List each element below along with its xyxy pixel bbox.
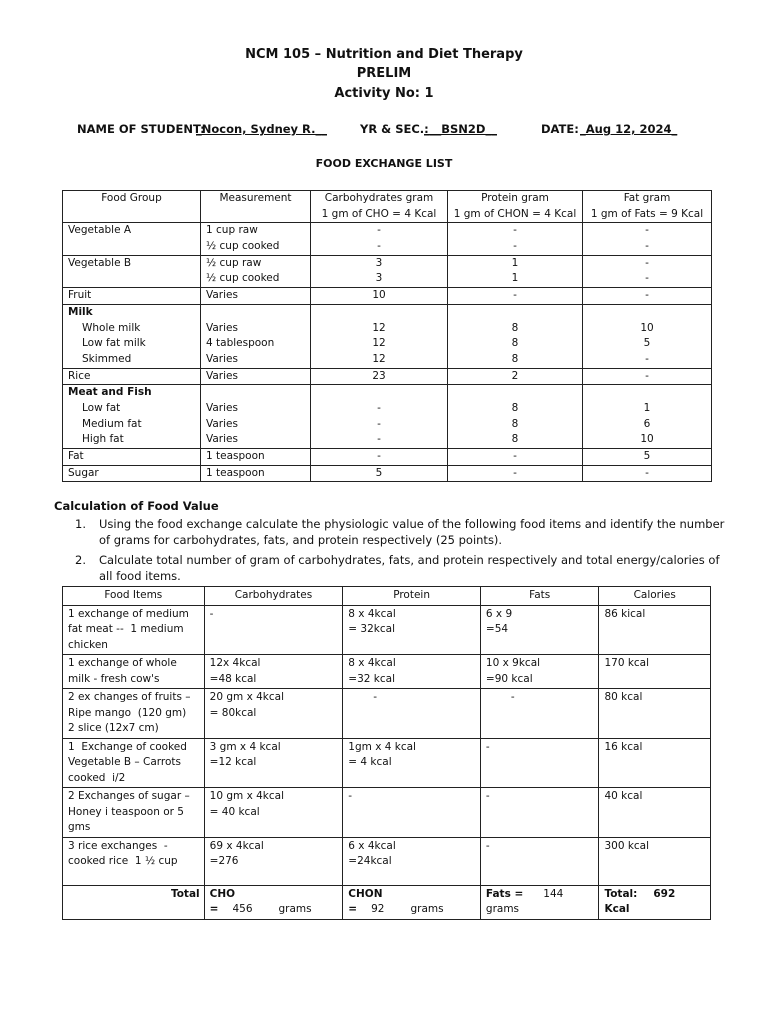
fel-cell-fat xyxy=(583,449,712,466)
total-calories xyxy=(599,885,711,919)
cal-value: 692 xyxy=(653,887,676,900)
calc-cell-fats: - xyxy=(480,738,599,788)
fel-cell-measure xyxy=(201,255,311,287)
fel-cell-measure xyxy=(201,288,311,305)
cell-line: ½ cup raw xyxy=(206,256,262,269)
calc-cell-cal: 170 kcal xyxy=(599,655,711,689)
header-protein: Protein xyxy=(343,587,481,606)
cell-line: - xyxy=(377,450,381,462)
header-calories: Calories xyxy=(599,587,711,606)
fel-cell-group xyxy=(63,465,201,482)
fel-cell-cho xyxy=(311,255,448,287)
cell-line: Varies xyxy=(206,352,238,365)
fel-header-cell xyxy=(311,191,448,223)
cell-line: 6 xyxy=(643,417,651,430)
fel-cell-cho xyxy=(311,223,448,255)
instruction-number: 2. xyxy=(75,553,86,567)
cell-line: 5 xyxy=(375,466,383,479)
fel-cell-fat xyxy=(583,223,712,255)
cell-line xyxy=(201,385,310,401)
date-value: _Aug 12, 2024_ xyxy=(580,122,678,136)
header-fats: Fats xyxy=(480,587,599,606)
fel-cell-chon xyxy=(448,288,583,305)
cell-line: 1 teaspoon xyxy=(206,466,265,479)
header-line-2: 1 gm of CHON = 4 Kcal xyxy=(453,207,577,220)
calc-cell-protein: - xyxy=(343,788,481,838)
fel-cell-chon xyxy=(448,255,583,287)
calc-cell-item: 1 exchange of medium fat meat -- 1 medium chicken xyxy=(63,605,205,655)
cell-line: 10 xyxy=(640,321,654,334)
cell-line: 5 xyxy=(643,450,651,462)
cell-line xyxy=(201,305,310,321)
student-info-row xyxy=(0,122,768,140)
calc-cell-fats: - xyxy=(480,837,599,885)
header-food-items: Food Items xyxy=(63,587,205,606)
calc-cell-carb: 69 x 4kcal =276 xyxy=(204,837,343,885)
header-carbohydrates: Carbohydrates xyxy=(204,587,343,606)
calc-cell-carb: 3 gm x 4 kcal =12 kcal xyxy=(204,738,343,788)
fel-cell-group xyxy=(63,288,201,305)
calc-cell-protein: 6 x 4kcal =24kcal xyxy=(343,837,481,885)
fel-cell-group xyxy=(63,368,201,385)
fel-cell-measure xyxy=(201,449,311,466)
instruction-text: Using the food exchange calculate the physiologic value of the following food items and identify the number of grams for carbohydrates, fats, and protein respectively (25 points). xyxy=(99,517,725,547)
calc-cell-carb: 12x 4kcal =48 kcal xyxy=(204,655,343,689)
fel-row xyxy=(63,465,712,482)
cell-line: Sugar xyxy=(68,466,99,479)
fel-row xyxy=(63,255,712,287)
cell-line: 8 xyxy=(511,433,519,446)
cell-line: 1 xyxy=(643,401,651,414)
cell-line: Low fat xyxy=(82,401,121,414)
fel-cell-cho xyxy=(311,304,448,368)
cell-line xyxy=(583,305,711,321)
cell-line: - xyxy=(645,352,649,365)
fel-cell-measure xyxy=(201,304,311,368)
cell-line: Fat xyxy=(68,450,84,462)
cell-line: Medium fat xyxy=(82,417,142,430)
fel-row xyxy=(63,304,712,368)
cell-line xyxy=(63,239,200,255)
calc-cell-fats: - xyxy=(480,788,599,838)
cell-line: - xyxy=(645,369,649,382)
chon-unit: grams xyxy=(410,903,444,915)
cell-line: Varies xyxy=(206,369,238,382)
cell-line: 8 xyxy=(511,337,519,350)
fel-header-cell xyxy=(63,191,201,223)
calc-cell-fats: - xyxy=(480,689,599,739)
cell-line: 23 xyxy=(372,369,386,382)
cell-line xyxy=(583,385,711,401)
calc-cell-item: 2 Exchanges of sugar – Honey i teaspoon or 5 gms xyxy=(63,788,205,838)
cho-label: CHO = xyxy=(209,887,236,915)
fel-cell-measure xyxy=(201,368,311,385)
course-title: NCM 105 – Nutrition and Diet Therapy xyxy=(245,47,523,62)
total-cho xyxy=(204,885,343,919)
cell-line: 1 xyxy=(511,272,519,285)
cell-line xyxy=(63,271,200,287)
cell-line: Rice xyxy=(68,369,91,382)
header-line-2: 1 gm of Fats = 9 Kcal xyxy=(590,207,704,220)
cell-line: - xyxy=(513,450,517,462)
cell-line: 10 xyxy=(640,433,654,446)
fel-cell-group xyxy=(63,449,201,466)
chon-label: CHON = xyxy=(348,887,383,915)
header-line-2 xyxy=(201,207,310,223)
cell-line: - xyxy=(513,240,517,253)
calc-cell-item: 3 rice exchanges - cooked rice 1 ½ cup xyxy=(63,837,205,885)
cell-line: 12 xyxy=(372,337,386,350)
cell-line: 5 xyxy=(643,337,651,350)
cell-line: - xyxy=(645,224,649,237)
cell-line: ½ cup cooked xyxy=(206,240,280,253)
fel-header-cell xyxy=(448,191,583,223)
fel-cell-measure xyxy=(201,223,311,255)
cell-line: 8 xyxy=(511,352,519,365)
chon-value: 92 xyxy=(371,903,385,915)
cell-line: Vegetable B xyxy=(68,256,132,269)
calc-row xyxy=(63,689,711,739)
instruction-text: Calculate total number of gram of carbohydrates, fats, and protein respectively and total energy/calories of all food items. xyxy=(99,553,720,583)
cell-line: - xyxy=(513,224,517,237)
calc-header-row xyxy=(63,587,711,606)
total-chon xyxy=(343,885,481,919)
cell-line: - xyxy=(377,224,381,237)
cell-line: Fruit xyxy=(68,289,92,302)
header-line-1: Measurement xyxy=(219,192,292,204)
cell-line: - xyxy=(377,433,381,446)
fats-label: Fats = xyxy=(485,887,524,900)
cell-line: 1 cup raw xyxy=(206,224,258,237)
cell-line: 12 xyxy=(372,352,386,365)
fel-header-cell xyxy=(583,191,712,223)
fel-row xyxy=(63,449,712,466)
calc-row xyxy=(63,837,711,885)
cho-unit: grams xyxy=(278,903,312,915)
yr-sec-label: YR & SEC.: xyxy=(360,122,429,136)
cal-unit: Kcal xyxy=(604,903,630,915)
cell-line: - xyxy=(377,417,381,430)
cell-line: - xyxy=(645,272,649,285)
fel-cell-chon xyxy=(448,385,583,449)
cell-line: Varies xyxy=(206,433,238,446)
calc-cell-protein: 1gm x 4 kcal = 4 kcal xyxy=(343,738,481,788)
fel-cell-group xyxy=(63,304,201,368)
fel-cell-chon xyxy=(448,304,583,368)
calc-row xyxy=(63,655,711,689)
fel-header-row xyxy=(63,191,712,223)
calculation-table xyxy=(62,586,711,920)
cell-line: 10 xyxy=(372,289,386,302)
calc-cell-protein: - xyxy=(343,689,481,739)
food-exchange-table xyxy=(62,190,712,482)
calc-cell-cal: 300 kcal xyxy=(599,837,711,885)
calc-cell-carb: - xyxy=(204,605,343,655)
calc-row xyxy=(63,738,711,788)
cell-line: Skimmed xyxy=(82,352,132,365)
cell-line: 8 xyxy=(511,401,519,414)
fel-cell-group xyxy=(63,385,201,449)
fel-cell-cho xyxy=(311,288,448,305)
total-fats xyxy=(480,885,599,919)
cell-line: 4 tablespoon xyxy=(206,337,275,350)
instruction-1 xyxy=(75,516,725,548)
calc-cell-item: 1 Exchange of cooked Vegetable B – Carrots cooked i/2 xyxy=(63,738,205,788)
calc-cell-cal: 86 kical xyxy=(599,605,711,655)
cell-line: Varies xyxy=(206,417,238,430)
cell-line: 1 teaspoon xyxy=(206,450,265,462)
fel-cell-cho xyxy=(311,465,448,482)
cell-line: - xyxy=(513,466,517,479)
cell-line: 2 xyxy=(511,369,519,382)
cell-line xyxy=(311,305,447,321)
fel-cell-fat xyxy=(583,304,712,368)
fel-cell-fat xyxy=(583,368,712,385)
fats-unit: grams xyxy=(485,903,520,915)
cell-line: 3 xyxy=(375,272,383,285)
fel-cell-cho xyxy=(311,368,448,385)
cell-line: - xyxy=(645,466,649,479)
fel-row xyxy=(63,368,712,385)
activity-title: Activity No: 1 xyxy=(334,86,434,101)
cell-line: High fat xyxy=(82,433,124,446)
header-line-1: Fat gram xyxy=(623,192,671,204)
cell-line: - xyxy=(377,240,381,253)
cell-line: Low fat milk xyxy=(82,337,146,350)
header-line-2: 1 gm of CHO = 4 Kcal xyxy=(321,207,437,220)
fel-row xyxy=(63,288,712,305)
calc-cell-item: 2 ex changes of fruits – Ripe mango (120 gm) 2 slice (12x7 cm) xyxy=(63,689,205,739)
fel-cell-measure xyxy=(201,385,311,449)
calc-cell-fats: 10 x 9kcal =90 kcal xyxy=(480,655,599,689)
calc-cell-item: 1 exchange of whole milk - fresh cow's xyxy=(63,655,205,689)
header-line-1: Protein gram xyxy=(481,192,549,204)
calc-cell-protein: 8 x 4kcal =32 kcal xyxy=(343,655,481,689)
calc-cell-carb: 20 gm x 4kcal = 80kcal xyxy=(204,689,343,739)
header-line-2 xyxy=(63,207,200,223)
fel-cell-cho xyxy=(311,449,448,466)
cell-line: Whole milk xyxy=(82,321,141,334)
fel-cell-measure xyxy=(201,465,311,482)
date-label: DATE: xyxy=(541,122,579,136)
cell-line: - xyxy=(377,401,381,414)
cell-line: Varies xyxy=(206,289,238,302)
cell-line xyxy=(311,385,447,401)
fel-cell-cho xyxy=(311,385,448,449)
fel-cell-fat xyxy=(583,288,712,305)
fel-row xyxy=(63,223,712,255)
calc-cell-cal: 16 kcal xyxy=(599,738,711,788)
fel-cell-chon xyxy=(448,223,583,255)
cell-line: - xyxy=(645,240,649,253)
calc-row xyxy=(63,605,711,655)
cell-line: - xyxy=(645,289,649,302)
cell-line xyxy=(448,305,582,321)
cell-line: - xyxy=(513,289,517,302)
instruction-2 xyxy=(75,552,725,584)
fel-cell-fat xyxy=(583,385,712,449)
fel-cell-chon xyxy=(448,465,583,482)
fel-cell-group xyxy=(63,255,201,287)
cell-line: 1 xyxy=(511,256,519,269)
cell-line xyxy=(448,385,582,401)
calc-cell-fats: 6 x 9 =54 xyxy=(480,605,599,655)
cell-line: 12 xyxy=(372,321,386,334)
cell-line: 3 xyxy=(375,256,383,269)
calc-cell-cal: 80 kcal xyxy=(599,689,711,739)
total-label: Total xyxy=(63,885,205,919)
food-exchange-list-title: FOOD EXCHANGE LIST xyxy=(315,157,453,170)
cell-line: - xyxy=(645,256,649,269)
cell-line: Varies xyxy=(206,401,238,414)
fel-row xyxy=(63,385,712,449)
cell-line: Vegetable A xyxy=(68,224,132,237)
fel-cell-fat xyxy=(583,255,712,287)
name-label: NAME OF STUDENT: xyxy=(77,122,205,136)
yr-sec-value: ___BSN2D__ xyxy=(424,122,497,136)
cell-line: 8 xyxy=(511,417,519,430)
calc-total-row xyxy=(63,885,711,919)
header-line-1: Carbohydrates gram xyxy=(324,192,434,204)
fel-cell-chon xyxy=(448,368,583,385)
cho-value: 456 xyxy=(232,903,253,915)
cell-line: Varies xyxy=(206,321,238,334)
cell-line: 8 xyxy=(511,321,519,334)
fats-value: 144 xyxy=(543,887,564,900)
fel-cell-chon xyxy=(448,449,583,466)
fel-header-cell xyxy=(201,191,311,223)
fel-cell-group xyxy=(63,223,201,255)
exam-title: PRELIM xyxy=(356,66,412,81)
instruction-number: 1. xyxy=(75,517,86,531)
cell-line: Meat and Fish xyxy=(68,386,152,399)
header-line-1: Food Group xyxy=(101,192,162,204)
calc-cell-cal: 40 kcal xyxy=(599,788,711,838)
name-value: _Nocon, Sydney R.__ xyxy=(196,122,327,136)
fel-cell-fat xyxy=(583,465,712,482)
calc-row xyxy=(63,788,711,838)
calc-cell-carb: 10 gm x 4kcal = 40 kcal xyxy=(204,788,343,838)
cell-line: Milk xyxy=(68,305,93,318)
cell-line: ½ cup cooked xyxy=(206,272,280,285)
calc-cell-protein: 8 x 4kcal = 32kcal xyxy=(343,605,481,655)
calculation-title: Calculation of Food Value xyxy=(54,499,219,513)
cal-label: Total: xyxy=(604,887,638,900)
